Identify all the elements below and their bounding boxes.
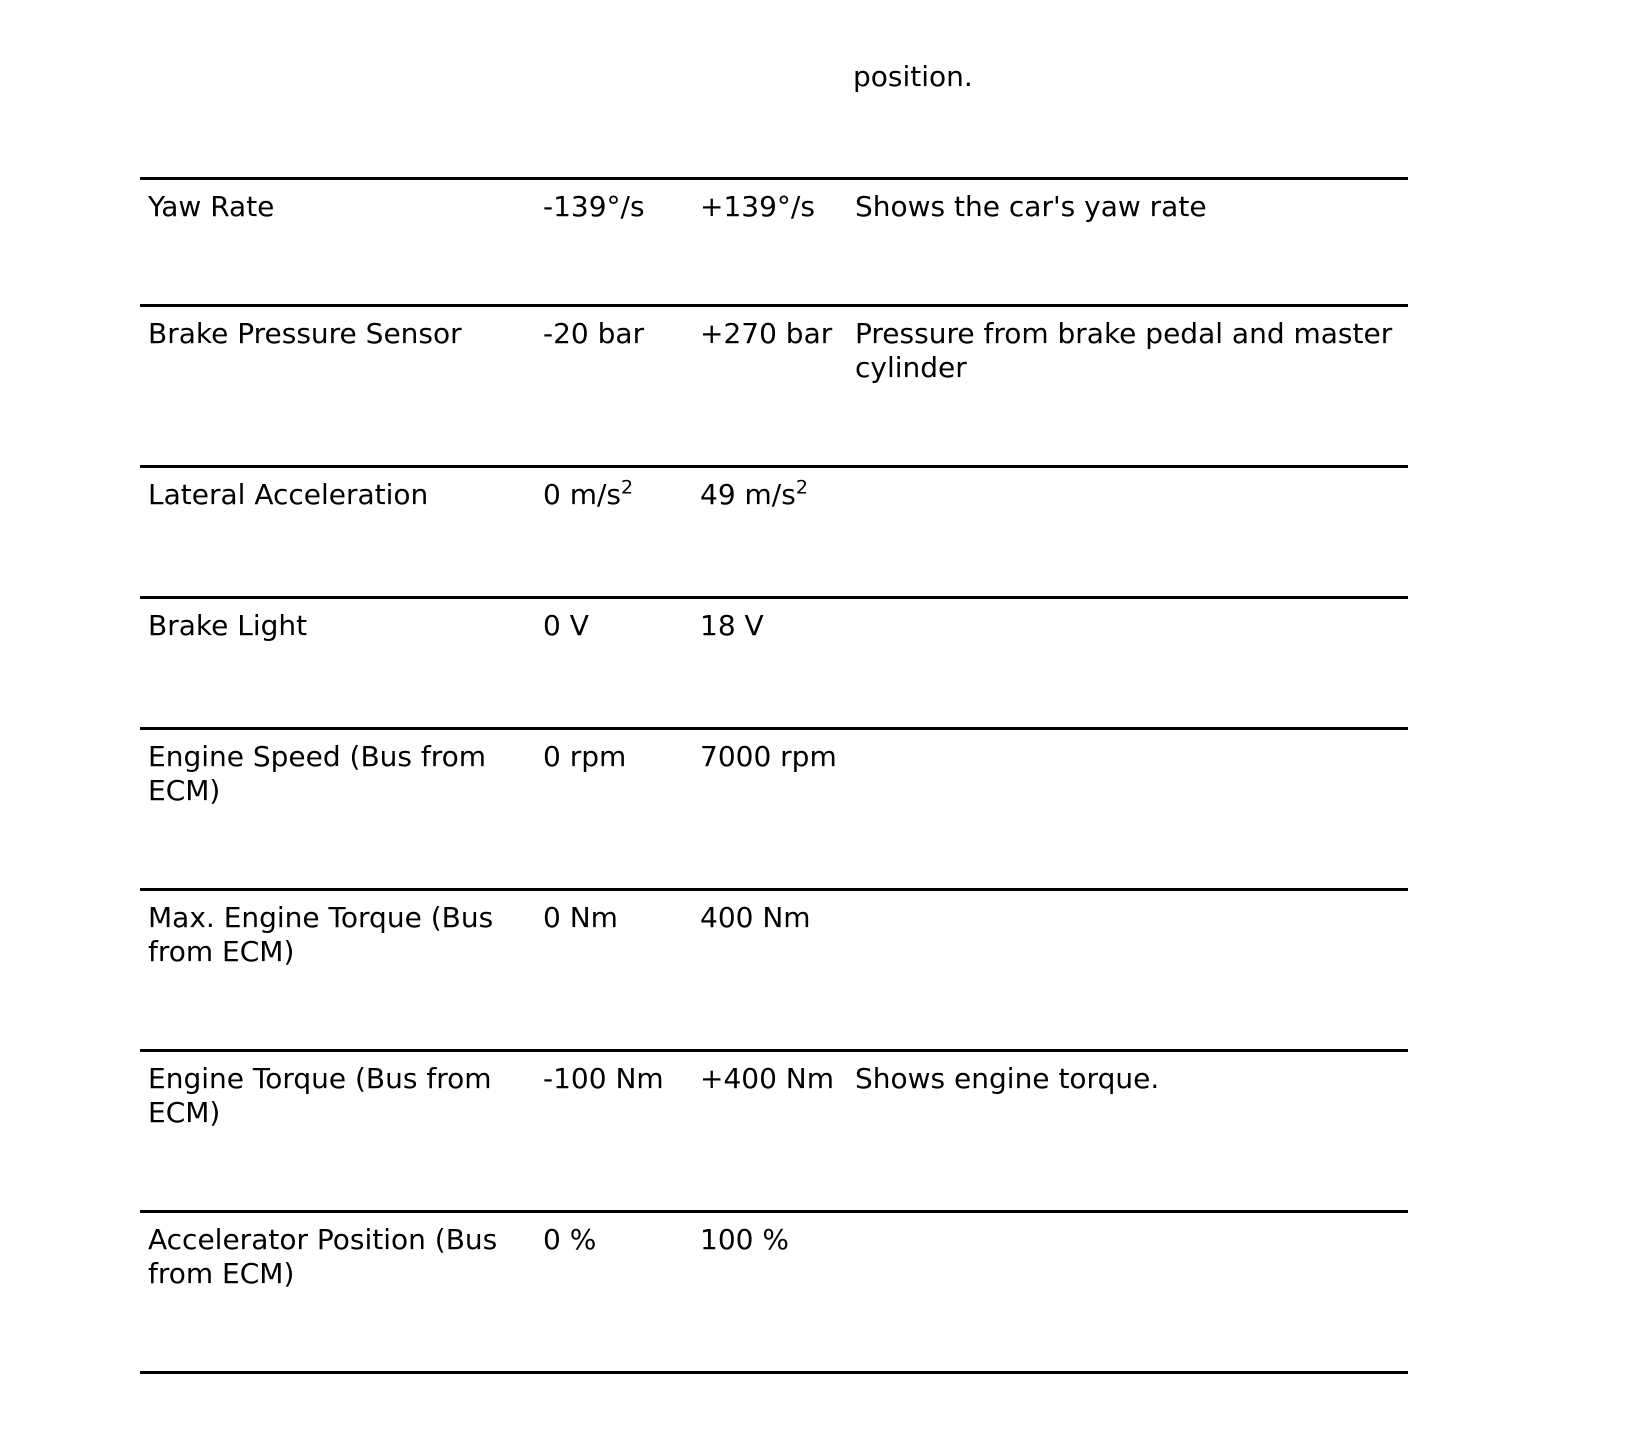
sensor-table xyxy=(140,177,1408,1374)
max-value: +270 bar xyxy=(700,317,833,350)
min-value-text: 0 m/s xyxy=(543,478,622,511)
max-value: +139°/s xyxy=(700,190,815,223)
table-row xyxy=(140,596,1408,727)
table-row xyxy=(140,727,1408,888)
carryover-text: position. xyxy=(853,60,973,93)
max-value xyxy=(700,478,850,512)
sensor-name: Engine Torque (Bus from ECM) xyxy=(148,1062,492,1129)
min-value: 0 % xyxy=(543,1223,597,1256)
description: Shows the car's yaw rate xyxy=(855,190,1207,223)
sensor-name: Brake Light xyxy=(148,609,308,642)
table-row xyxy=(140,1049,1408,1210)
min-value: 0 V xyxy=(543,609,589,642)
min-value: 0 rpm xyxy=(543,740,627,773)
max-value-exponent: 2 xyxy=(795,476,808,499)
max-value: 7000 rpm xyxy=(700,740,837,773)
sensor-name: Accelerator Position (Bus from ECM) xyxy=(148,1223,498,1290)
table-row xyxy=(140,1210,1408,1374)
max-value: 18 V xyxy=(700,609,764,642)
min-value: 0 Nm xyxy=(543,901,618,934)
min-value: -139°/s xyxy=(543,190,645,223)
max-value-text: 49 m/s xyxy=(700,478,796,511)
table-row xyxy=(140,465,1408,596)
max-value: 100 % xyxy=(700,1223,789,1256)
sensor-name: Brake Pressure Sensor xyxy=(148,317,462,350)
sensor-name: Yaw Rate xyxy=(148,190,275,223)
table-row xyxy=(140,177,1408,304)
max-value: 400 Nm xyxy=(700,901,811,934)
max-value: +400 Nm xyxy=(700,1062,835,1095)
sensor-name: Engine Speed (Bus from ECM) xyxy=(148,740,487,807)
sensor-name: Lateral Acceleration xyxy=(148,478,429,511)
sensor-name: Max. Engine Torque (Bus from ECM) xyxy=(148,901,494,968)
min-value-exponent: 2 xyxy=(621,476,634,499)
table-row xyxy=(140,304,1408,465)
description: Shows engine torque. xyxy=(855,1062,1160,1095)
description: Pressure from brake pedal and master cylinder xyxy=(855,317,1393,384)
min-value xyxy=(543,478,693,512)
min-value: -100 Nm xyxy=(543,1062,664,1095)
min-value: -20 bar xyxy=(543,317,645,350)
table-row xyxy=(140,888,1408,1049)
